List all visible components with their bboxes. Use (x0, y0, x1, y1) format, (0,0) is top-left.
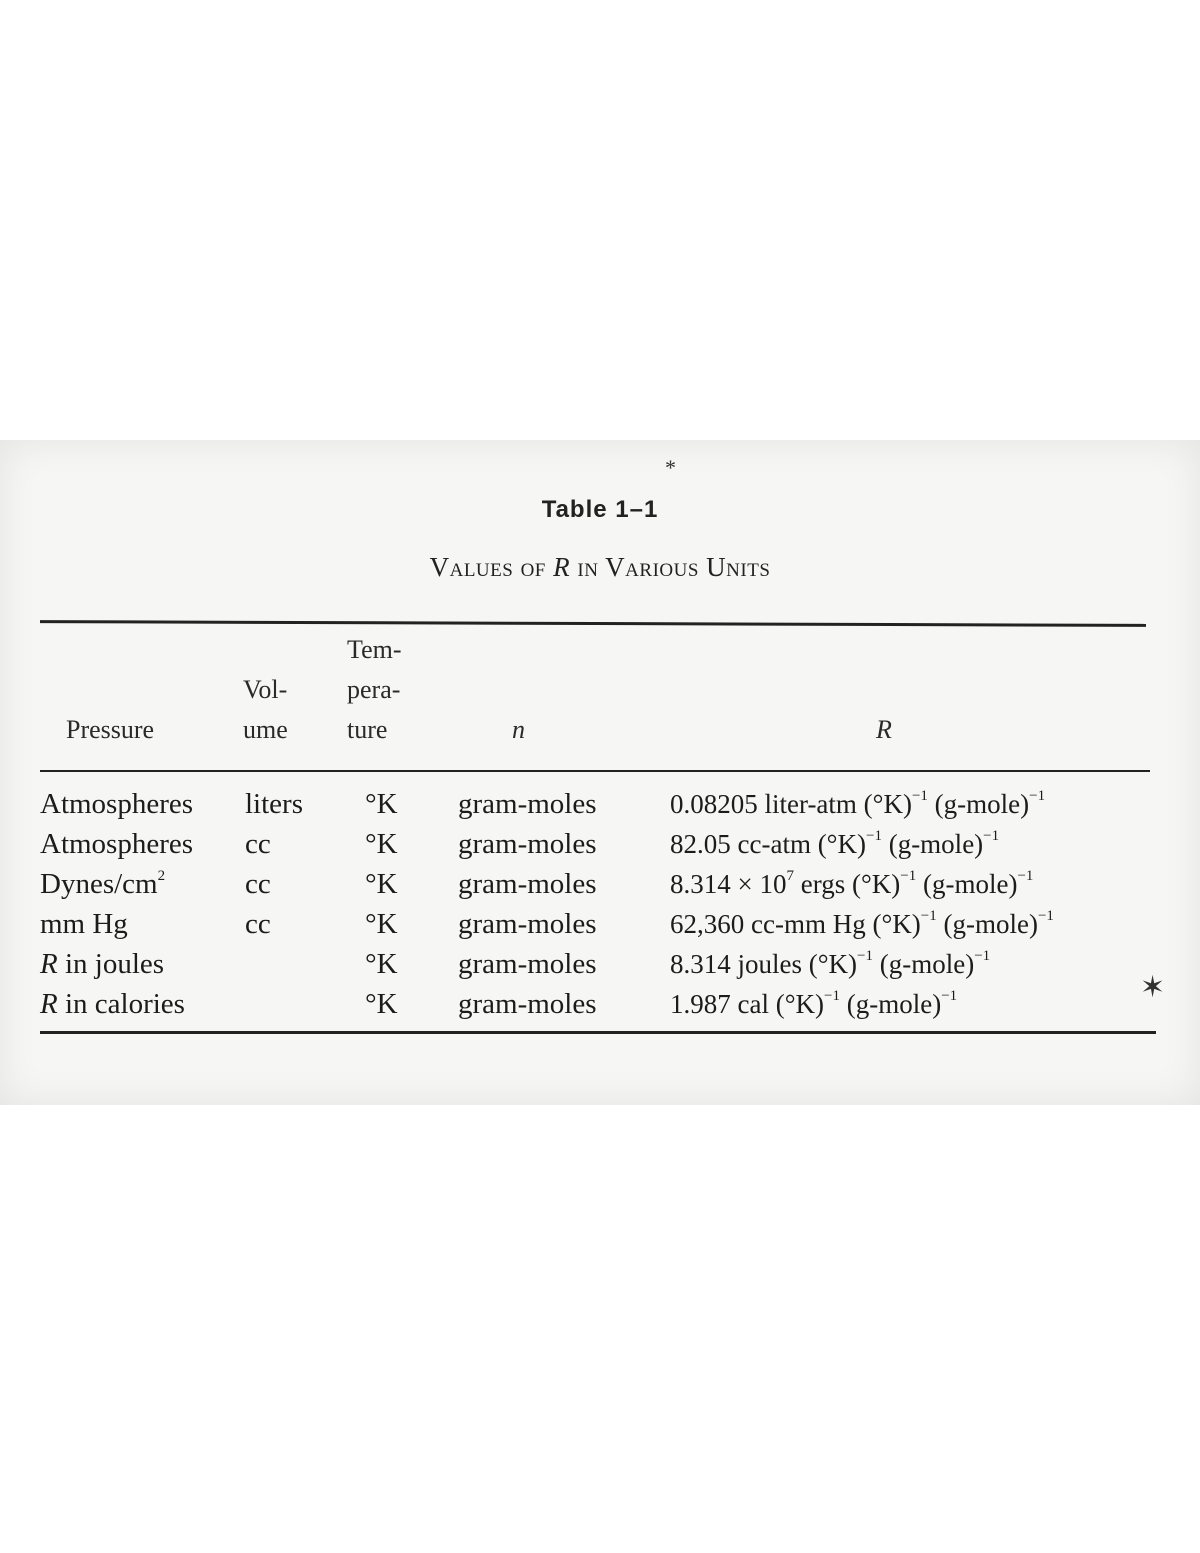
r-exponent: −1 (983, 828, 1000, 844)
table-title (0, 552, 1200, 583)
r-text: (g-mole) (839, 989, 942, 1019)
bottom-rule (40, 1031, 1156, 1034)
header-volume-line1: Vol- (243, 675, 288, 704)
header-r: R (876, 715, 892, 744)
r-exponent: −1 (900, 868, 917, 884)
r-exponent: −1 (974, 948, 991, 964)
pressure-text: in calories (57, 988, 185, 1020)
pressure-symbol: R (40, 948, 58, 980)
r-text: 0.08205 liter-atm (°K) (670, 789, 912, 819)
cell-r-value (670, 824, 999, 864)
pressure-text: Dynes/cm (40, 868, 158, 900)
r-text: (g-mole) (936, 909, 1038, 939)
r-text: 8.314 × 10 (670, 869, 787, 899)
pressure-text: Atmospheres (40, 828, 194, 860)
table-title-symbol: R (553, 552, 571, 582)
header-volume-line2: ume (243, 715, 288, 744)
header-n: n (512, 715, 525, 744)
header-temperature-line2: pera- (347, 675, 401, 704)
cell-volume: liters (245, 788, 303, 820)
r-text: (g-mole) (916, 869, 1018, 899)
pressure-symbol: R (40, 988, 58, 1020)
r-exponent: −1 (865, 828, 882, 844)
cell-temperature: °K (365, 788, 398, 820)
pressure-exponent: 2 (157, 868, 166, 884)
cell-n: gram-moles (458, 948, 597, 980)
cell-pressure (40, 944, 164, 984)
r-text: 8.314 joules (°K) (670, 949, 858, 979)
cell-r-value (670, 904, 1054, 944)
ink-speck: ✶ (1140, 971, 1166, 1004)
cell-pressure (40, 824, 193, 864)
r-exponent: −1 (911, 788, 928, 804)
table-title-pre: Values of (429, 552, 554, 582)
r-text: 62,360 cc-mm Hg (°K) (670, 909, 921, 939)
r-text: (g-mole) (927, 789, 1030, 819)
cell-temperature: °K (365, 908, 398, 940)
cell-n: gram-moles (458, 868, 597, 900)
cell-volume: cc (245, 828, 271, 860)
r-exponent: 7 (786, 868, 794, 884)
r-exponent: −1 (824, 988, 840, 1004)
r-exponent: −1 (941, 988, 958, 1004)
header-temperature-line3: ture (347, 715, 388, 744)
ink-speck: * (665, 455, 676, 480)
r-text: ergs (°K) (793, 869, 901, 899)
cell-n: gram-moles (458, 828, 597, 860)
pressure-text: in joules (57, 948, 165, 980)
cell-pressure (40, 984, 185, 1024)
r-text: (g-mole) (873, 949, 975, 979)
cell-pressure (40, 904, 128, 944)
header-pressure: Pressure (66, 715, 155, 744)
r-exponent: −1 (1017, 868, 1034, 884)
pressure-text: Atmospheres (40, 788, 194, 820)
cell-n: gram-moles (458, 988, 597, 1020)
cell-n: gram-moles (458, 788, 597, 820)
cell-temperature: °K (365, 988, 398, 1020)
cell-n: gram-moles (458, 908, 597, 940)
cell-r-value (670, 864, 1033, 904)
r-exponent: −1 (1029, 788, 1046, 804)
cell-pressure (40, 784, 193, 824)
cell-r-value (670, 784, 1045, 824)
header-temperature-line1: Tem- (347, 635, 402, 664)
r-text: 82.05 cc-atm (°K) (670, 829, 866, 859)
header-rule (40, 770, 1150, 772)
cell-volume: cc (245, 908, 271, 940)
cell-volume: cc (245, 868, 271, 900)
r-text: (g-mole) (881, 829, 984, 859)
r-exponent: −1 (920, 908, 937, 924)
r-exponent: −1 (1037, 908, 1054, 924)
table-title-post: in Various Units (570, 552, 771, 582)
table-number: Table 1–1 (541, 496, 659, 523)
cell-r-value (670, 944, 990, 984)
cell-pressure (40, 864, 165, 904)
cell-temperature: °K (365, 948, 398, 980)
r-text: 1.987 cal (°K) (670, 989, 824, 1019)
cell-temperature: °K (365, 828, 398, 860)
r-exponent: −1 (857, 948, 873, 964)
pressure-text: mm Hg (40, 908, 128, 940)
cell-temperature: °K (365, 868, 398, 900)
cell-r-value (670, 984, 957, 1024)
